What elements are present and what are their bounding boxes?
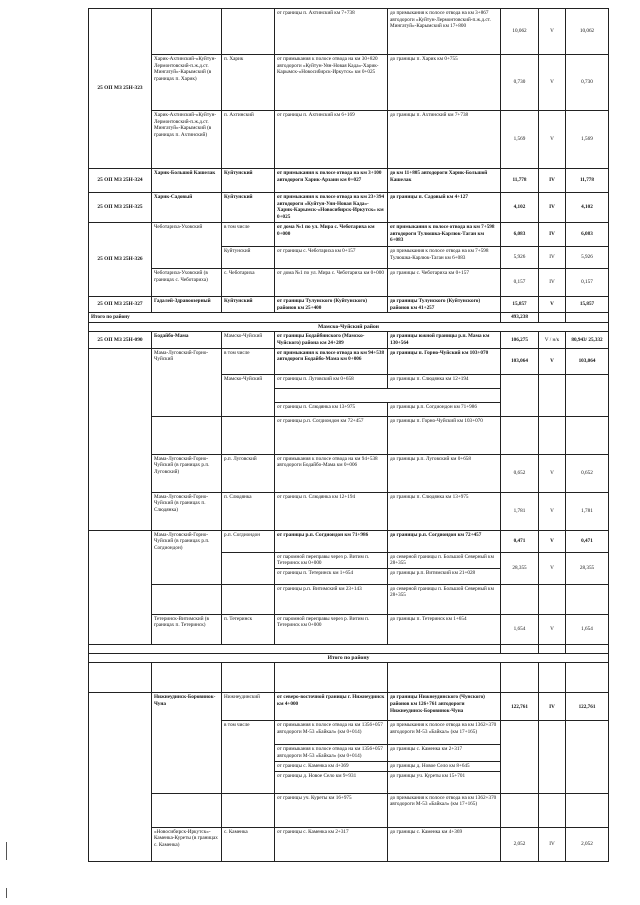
road-to: до границы р.п. Согдиондон км 72+457 xyxy=(388,530,501,552)
road-total xyxy=(566,374,609,416)
road-total: 1,569 xyxy=(566,111,609,169)
road-category: V / н/к xyxy=(539,332,566,348)
roads-table xyxy=(88,8,609,862)
road-category: V xyxy=(539,530,566,552)
road-name: Гадалей-Здравоозерный xyxy=(152,297,222,313)
road-from: от границы с. Каменка км 4+369 xyxy=(275,761,388,771)
road-to: до границы с. Чеботариха км 0+157 xyxy=(388,269,501,297)
table-row xyxy=(89,793,609,827)
road-category: IV xyxy=(539,269,566,297)
road-length: 0,157 xyxy=(501,269,539,297)
road-category: V xyxy=(539,492,566,530)
table-row xyxy=(89,827,609,861)
road-from: от примыкания к полосе отвода на км 94+538 автодороги Бодайбо-Мама км 0+006 xyxy=(275,454,388,492)
road-name: Харик-Большой Кашелак xyxy=(152,169,222,193)
table-row xyxy=(89,663,609,693)
road-name: Мама-Луговский-Горно-Чуйский (в границах п. Слюдянка) xyxy=(152,492,222,530)
road-to: до границы с. Каменка км 2+317 xyxy=(388,745,501,761)
road-to: до границы р.п. Луговский км 0+658 xyxy=(388,454,501,492)
road-length: 0,652 xyxy=(501,454,539,492)
road-name: Мама-Луговский-Горно-Чуйский (в границах р.п. Луговский) xyxy=(152,454,222,492)
road-length: 4,102 xyxy=(501,193,539,223)
road-total: 0,652 xyxy=(566,454,609,492)
road-location: в том числе xyxy=(222,223,275,247)
road-length: 1,781 xyxy=(501,492,539,530)
table-row xyxy=(89,193,609,223)
district-total-value: 493,238 xyxy=(501,313,539,323)
road-total xyxy=(566,584,609,614)
road-length: 106,275 xyxy=(501,332,539,348)
road-to: до границы п. Садовый км 4+127 xyxy=(388,193,501,223)
road-category xyxy=(539,416,566,454)
road-location xyxy=(222,416,275,454)
road-from: от дома №1 по ул. Мира с. Чеботариха км 0+000 xyxy=(275,223,388,247)
road-to: до границы с. Каменка км 4+369 xyxy=(388,827,501,861)
road-name xyxy=(152,416,222,454)
road-category xyxy=(539,793,566,827)
road-to: до северной границы п. Большой Северный км 28+355 xyxy=(388,552,501,568)
road-length: 2,052 xyxy=(501,827,539,861)
road-to: до границы п. Ахтинский км 7+738 xyxy=(388,111,501,169)
road-code: 25 ОП МЗ 25Н-327 xyxy=(89,297,152,313)
road-to: до границы п. Горно-Чуйский км 103+070 xyxy=(388,348,501,374)
road-length xyxy=(501,374,539,416)
road-length: 5,926 xyxy=(501,247,539,269)
road-to: до границы р.п. Витимский км 21+028 xyxy=(388,568,501,584)
table-row xyxy=(89,693,609,721)
road-location: Куйтунский xyxy=(222,169,275,193)
road-length: 10,062 xyxy=(501,9,539,55)
road-from: от дома №1 по ул. Мира с. Чеботариха км 0+000 xyxy=(275,269,388,297)
road-category: V xyxy=(539,552,566,584)
road-total: 80,943/ 25,332 xyxy=(566,332,609,348)
road-location: Куйтунский xyxy=(222,193,275,223)
road-total: 15,857 xyxy=(566,297,609,313)
district-total-row xyxy=(89,644,609,653)
road-to: до границы п. Слюдянка км 13+975 xyxy=(388,492,501,530)
road-location: в том числе xyxy=(222,348,275,374)
road-code: 25 ОП МЗ 25Н-326 xyxy=(89,223,152,297)
road-code: 25 ОП МЗ 25Н-325 xyxy=(89,193,152,223)
road-to: до границы уч. Куреты км 15+701 xyxy=(388,771,501,793)
road-name: Харик-Ахтинский-«Куйтун-Лермонтовский-п.ж.д.ст. Мингатуй»-Карымский (в границах п. Ахтинский) xyxy=(152,111,222,169)
road-total: 0,157 xyxy=(566,269,609,297)
road-location: Мамско-Чуйский xyxy=(222,374,275,416)
road-category: V xyxy=(539,9,566,55)
table-row xyxy=(89,55,609,111)
road-total: 11,778 xyxy=(566,169,609,193)
road-to: до границы южной границы р.п. Мама км 130+564 xyxy=(388,332,501,348)
road-location xyxy=(222,9,275,55)
road-category: V xyxy=(539,297,566,313)
road-category xyxy=(539,721,566,793)
road-length: 6,083 xyxy=(501,223,539,247)
road-location: п. Ахтинский xyxy=(222,111,275,169)
road-total: 6,083 xyxy=(566,223,609,247)
district-total-value xyxy=(501,644,539,653)
district-header-row xyxy=(89,653,609,663)
road-to xyxy=(388,663,501,693)
road-from: от примыкания к полосе отвода на км 30+820 автодороги «Куйтун-Уян-Новая Када»-Харик-Карымск-«Новосибирск-Иркутск» км 0+025 xyxy=(275,55,388,111)
road-to: до границы р.п. Согдиондон км 71+986 xyxy=(388,402,501,416)
road-from: от примыкания к полосе отвода на км 1356+057 автодороги М-53 «Байкал» (км 0+014) xyxy=(275,721,388,745)
road-location: с. Чеботариха xyxy=(222,269,275,297)
table-row xyxy=(89,416,609,454)
road-location: п. Слюдянка xyxy=(222,492,275,530)
road-name xyxy=(152,9,222,55)
road-category xyxy=(539,584,566,614)
table-row xyxy=(89,332,609,348)
road-length xyxy=(501,416,539,454)
road-total: 1,654 xyxy=(566,614,609,644)
road-total: 0,730 xyxy=(566,55,609,111)
road-name: Харик-Садовый xyxy=(152,193,222,223)
road-category: IV xyxy=(539,223,566,247)
table-row xyxy=(89,454,609,492)
road-category: IV xyxy=(539,827,566,861)
road-from: от примыкания к полосе отвода на км 3+100 автодороги Харик-Арзаин км 0+027 xyxy=(275,169,388,193)
scan-edge-mark xyxy=(6,842,7,860)
road-length xyxy=(501,721,539,793)
district-total-row xyxy=(89,313,609,323)
road-to: до границы п. Харик км 0+755 xyxy=(388,55,501,111)
road-length: 1,569 xyxy=(501,111,539,169)
table-row xyxy=(89,223,609,247)
road-from: от границы р.п. Витимский км 23+143 xyxy=(275,584,388,614)
road-from: от границы п. Луговский км 0+658 xyxy=(275,374,388,388)
road-length: 122,761 xyxy=(501,693,539,721)
road-to: до границы п. Тетеринск км 1+654 xyxy=(388,614,501,644)
table-row xyxy=(89,530,609,552)
road-from: от границы Тулунского (Куйтунского) районов км 25+400 xyxy=(275,297,388,313)
road-location: р.п. Согдиондон xyxy=(222,530,275,552)
road-location: п. Харик xyxy=(222,55,275,111)
scan-edge-mark xyxy=(6,888,7,898)
road-to: до примыкания к полосе отвода на км 1362+370 автодороги М-53 «Байкал» (км 17+165) xyxy=(388,793,501,827)
road-location xyxy=(222,793,275,827)
road-location: р.п. Луговский xyxy=(222,454,275,492)
road-code: 25 ОП МЗ 25Н-324 xyxy=(89,169,152,193)
road-length xyxy=(501,793,539,827)
table-row xyxy=(89,297,609,313)
road-from: от границы р.п. Согдиондон км 71+986 xyxy=(275,530,388,552)
road-code xyxy=(89,348,152,530)
road-total: 1,781 xyxy=(566,492,609,530)
road-length: 1,654 xyxy=(501,614,539,644)
road-from: от границы п. Ахтинский км 6+169 xyxy=(275,111,388,169)
road-from: от границы с. Чеботариха км 0+157 xyxy=(275,247,388,269)
road-name: Чеботариха-Уховский (в границах с. Чеботариха) xyxy=(152,269,222,297)
table-row xyxy=(89,348,609,374)
table-row xyxy=(89,614,609,644)
road-category: V xyxy=(539,111,566,169)
road-total: 103,064 xyxy=(566,348,609,374)
road-length xyxy=(501,663,539,693)
table-row xyxy=(89,9,609,55)
road-name xyxy=(152,793,222,827)
road-location: Нижнеудинский xyxy=(222,693,275,721)
district-header-row xyxy=(89,322,609,332)
road-category xyxy=(539,663,566,693)
road-name: Харик-Ахтинский-«Куйтун-Лермонтовский-п.ж.д.ст. Мингатуй»-Карымский (в границах п. Харик) xyxy=(152,55,222,111)
road-from: от границы п. Слюдянка км 12+194 xyxy=(275,492,388,530)
road-total xyxy=(566,721,609,793)
road-to: до примыкания к полосе отвода на км 7+598 Тулюшка-Карлюк-Таган км 6+083 xyxy=(388,247,501,269)
road-to: до границы п. Слюдянка км 12+194 xyxy=(388,374,501,388)
road-length: 103,064 xyxy=(501,348,539,374)
district-title: Мамско-Чуйский район xyxy=(89,322,609,332)
road-total: 5,926 xyxy=(566,247,609,269)
road-from: от границы р.п. Согдиондон км 72+457 xyxy=(275,416,388,454)
road-name: Бодайбо-Мама xyxy=(152,332,222,348)
table-row xyxy=(89,492,609,530)
road-code xyxy=(89,693,152,861)
road-total: 10,062 xyxy=(566,9,609,55)
road-name: Тетеринск-Витимский (в границах п. Тетеринск) xyxy=(152,614,222,644)
road-from: от примыкания к полосе отвода на км 94+538 автодороги Бодайбо-Мама км 0+006 xyxy=(275,348,388,374)
road-length: 15,857 xyxy=(501,297,539,313)
road-location xyxy=(222,584,275,614)
road-length: 0,730 xyxy=(501,55,539,111)
table-row xyxy=(89,169,609,193)
road-name: Мама-Луговский-Горно-Чуйский (в границах р.п. Согдиондон) xyxy=(152,530,222,584)
road-code xyxy=(89,663,152,693)
road-from: от границы п. Тетеринск км 1+654 xyxy=(275,568,388,584)
road-from: от примыкания к полосе отвода на км 1356+057 автодороги М-53 «Байкал» (км 0+014) xyxy=(275,745,388,761)
road-name: «Новосибирск-Иркутск»-Каменка-Куреты (в границах с. Каменка) xyxy=(152,827,222,861)
district-total-label: Итого по району xyxy=(89,313,501,323)
road-to: до примыкания к полосе отвода на км 3+867 автодороги «Куйтун-Лермонтовский-п.ж.д.ст. Мингатуй»-Карымский км 17+800 xyxy=(388,9,501,55)
road-category: IV xyxy=(539,169,566,193)
road-length: 28,355 xyxy=(501,552,539,584)
road-category xyxy=(539,374,566,416)
road-to: до северной границы п. Большой Северный км 28+355 xyxy=(388,584,501,614)
road-code xyxy=(89,530,152,644)
road-length: 0,471 xyxy=(501,530,539,552)
road-location xyxy=(222,663,275,693)
table-row xyxy=(89,269,609,297)
road-from: от границы п. Слюдянка км 13+975 xyxy=(275,402,388,416)
road-to: до границы д. Новое Село км 8+645 xyxy=(388,761,501,771)
district-total-label xyxy=(89,644,501,653)
road-from: от примыкания к полосе отвода на км 23+394 автодороги «Куйтун-Уян-Новая Када»-Харик-Карымск-«Новосибирск-Иркутск» км 0+025 xyxy=(275,193,388,223)
table-row xyxy=(89,111,609,169)
road-location: Мамско-Чуйский xyxy=(222,332,275,348)
road-location: Куйтунский xyxy=(222,247,275,269)
road-category: V xyxy=(539,55,566,111)
road-total xyxy=(566,416,609,454)
district-title: Итого по району xyxy=(89,653,609,663)
road-from: от границы с. Каменка км 2+317 xyxy=(275,827,388,861)
road-from: от границы п. Ахтинский км 7+738 xyxy=(275,9,388,55)
road-from: от границы д. Новое Село км 9+931 xyxy=(275,771,388,793)
road-length xyxy=(501,584,539,614)
road-location: с. Каменка xyxy=(222,827,275,861)
road-category: V xyxy=(539,348,566,374)
road-total: 2,052 xyxy=(566,827,609,861)
road-code: 25 ОП МЗ 25Н-323 xyxy=(89,9,152,169)
road-from: от паромной переправы через р. Витим п. Тетеринск км 0+000 xyxy=(275,614,388,644)
document-page xyxy=(88,8,608,862)
road-location: п. Тетеринск xyxy=(222,614,275,644)
road-name xyxy=(152,663,222,693)
road-from: от границы уч. Куреты км 16+975 xyxy=(275,793,388,827)
road-from xyxy=(275,663,388,693)
road-total: 28,355 xyxy=(566,552,609,584)
road-category: V xyxy=(539,614,566,644)
road-length: 11,778 xyxy=(501,169,539,193)
road-total xyxy=(566,663,609,693)
road-from: от паромной переправы через р. Витим п. Тетеринск км 0+000 xyxy=(275,552,388,568)
road-name: Мама-Луговский-Горно-Чуйский xyxy=(152,348,222,416)
road-category: IV xyxy=(539,247,566,269)
road-location: Куйтунский xyxy=(222,297,275,313)
table-row xyxy=(89,584,609,614)
road-total: 0,471 xyxy=(566,530,609,552)
road-name xyxy=(152,584,222,614)
road-to: до границы Нижнеудинского (Чунского) районов км 126+761 автодороги Нижнеудинск-Боровинок-Чуна xyxy=(388,693,501,721)
road-location: в том числе xyxy=(222,721,275,793)
road-total: 4,102 xyxy=(566,193,609,223)
road-to: до границы п. Горно-Чуйский км 103+070 xyxy=(388,416,501,454)
road-to: от примыкания к полосе отвода на км 7+598 автодороги Тулюшка-Карлюк-Таган км 6+083 xyxy=(388,223,501,247)
road-from: от границы Бодайбинского (Мамско-Чуйского) района км 24+289 xyxy=(275,332,388,348)
road-code: 25 ОП МЗ 25Н-090 xyxy=(89,332,152,348)
road-from: от северо-восточной границы г. Нижнеудинск км 4+000 xyxy=(275,693,388,721)
road-category: V xyxy=(539,454,566,492)
road-total xyxy=(566,793,609,827)
road-name: Чеботариха-Уховский xyxy=(152,223,222,269)
road-to: до границы Тулунского (Куйтунского) районов км 41+257 xyxy=(388,297,501,313)
road-category: IV xyxy=(539,193,566,223)
road-total: 122,761 xyxy=(566,693,609,721)
road-category: IV xyxy=(539,693,566,721)
road-to: до примыкания к полосе отвода на км 1362+370 автодороги М-53 «Байкал» (км 17+165) xyxy=(388,721,501,745)
road-to: до км 11+805 автодороги Харик-Большой Кашелак xyxy=(388,169,501,193)
road-name: Нижнеудинск-Боровинок-Чуна xyxy=(152,693,222,793)
